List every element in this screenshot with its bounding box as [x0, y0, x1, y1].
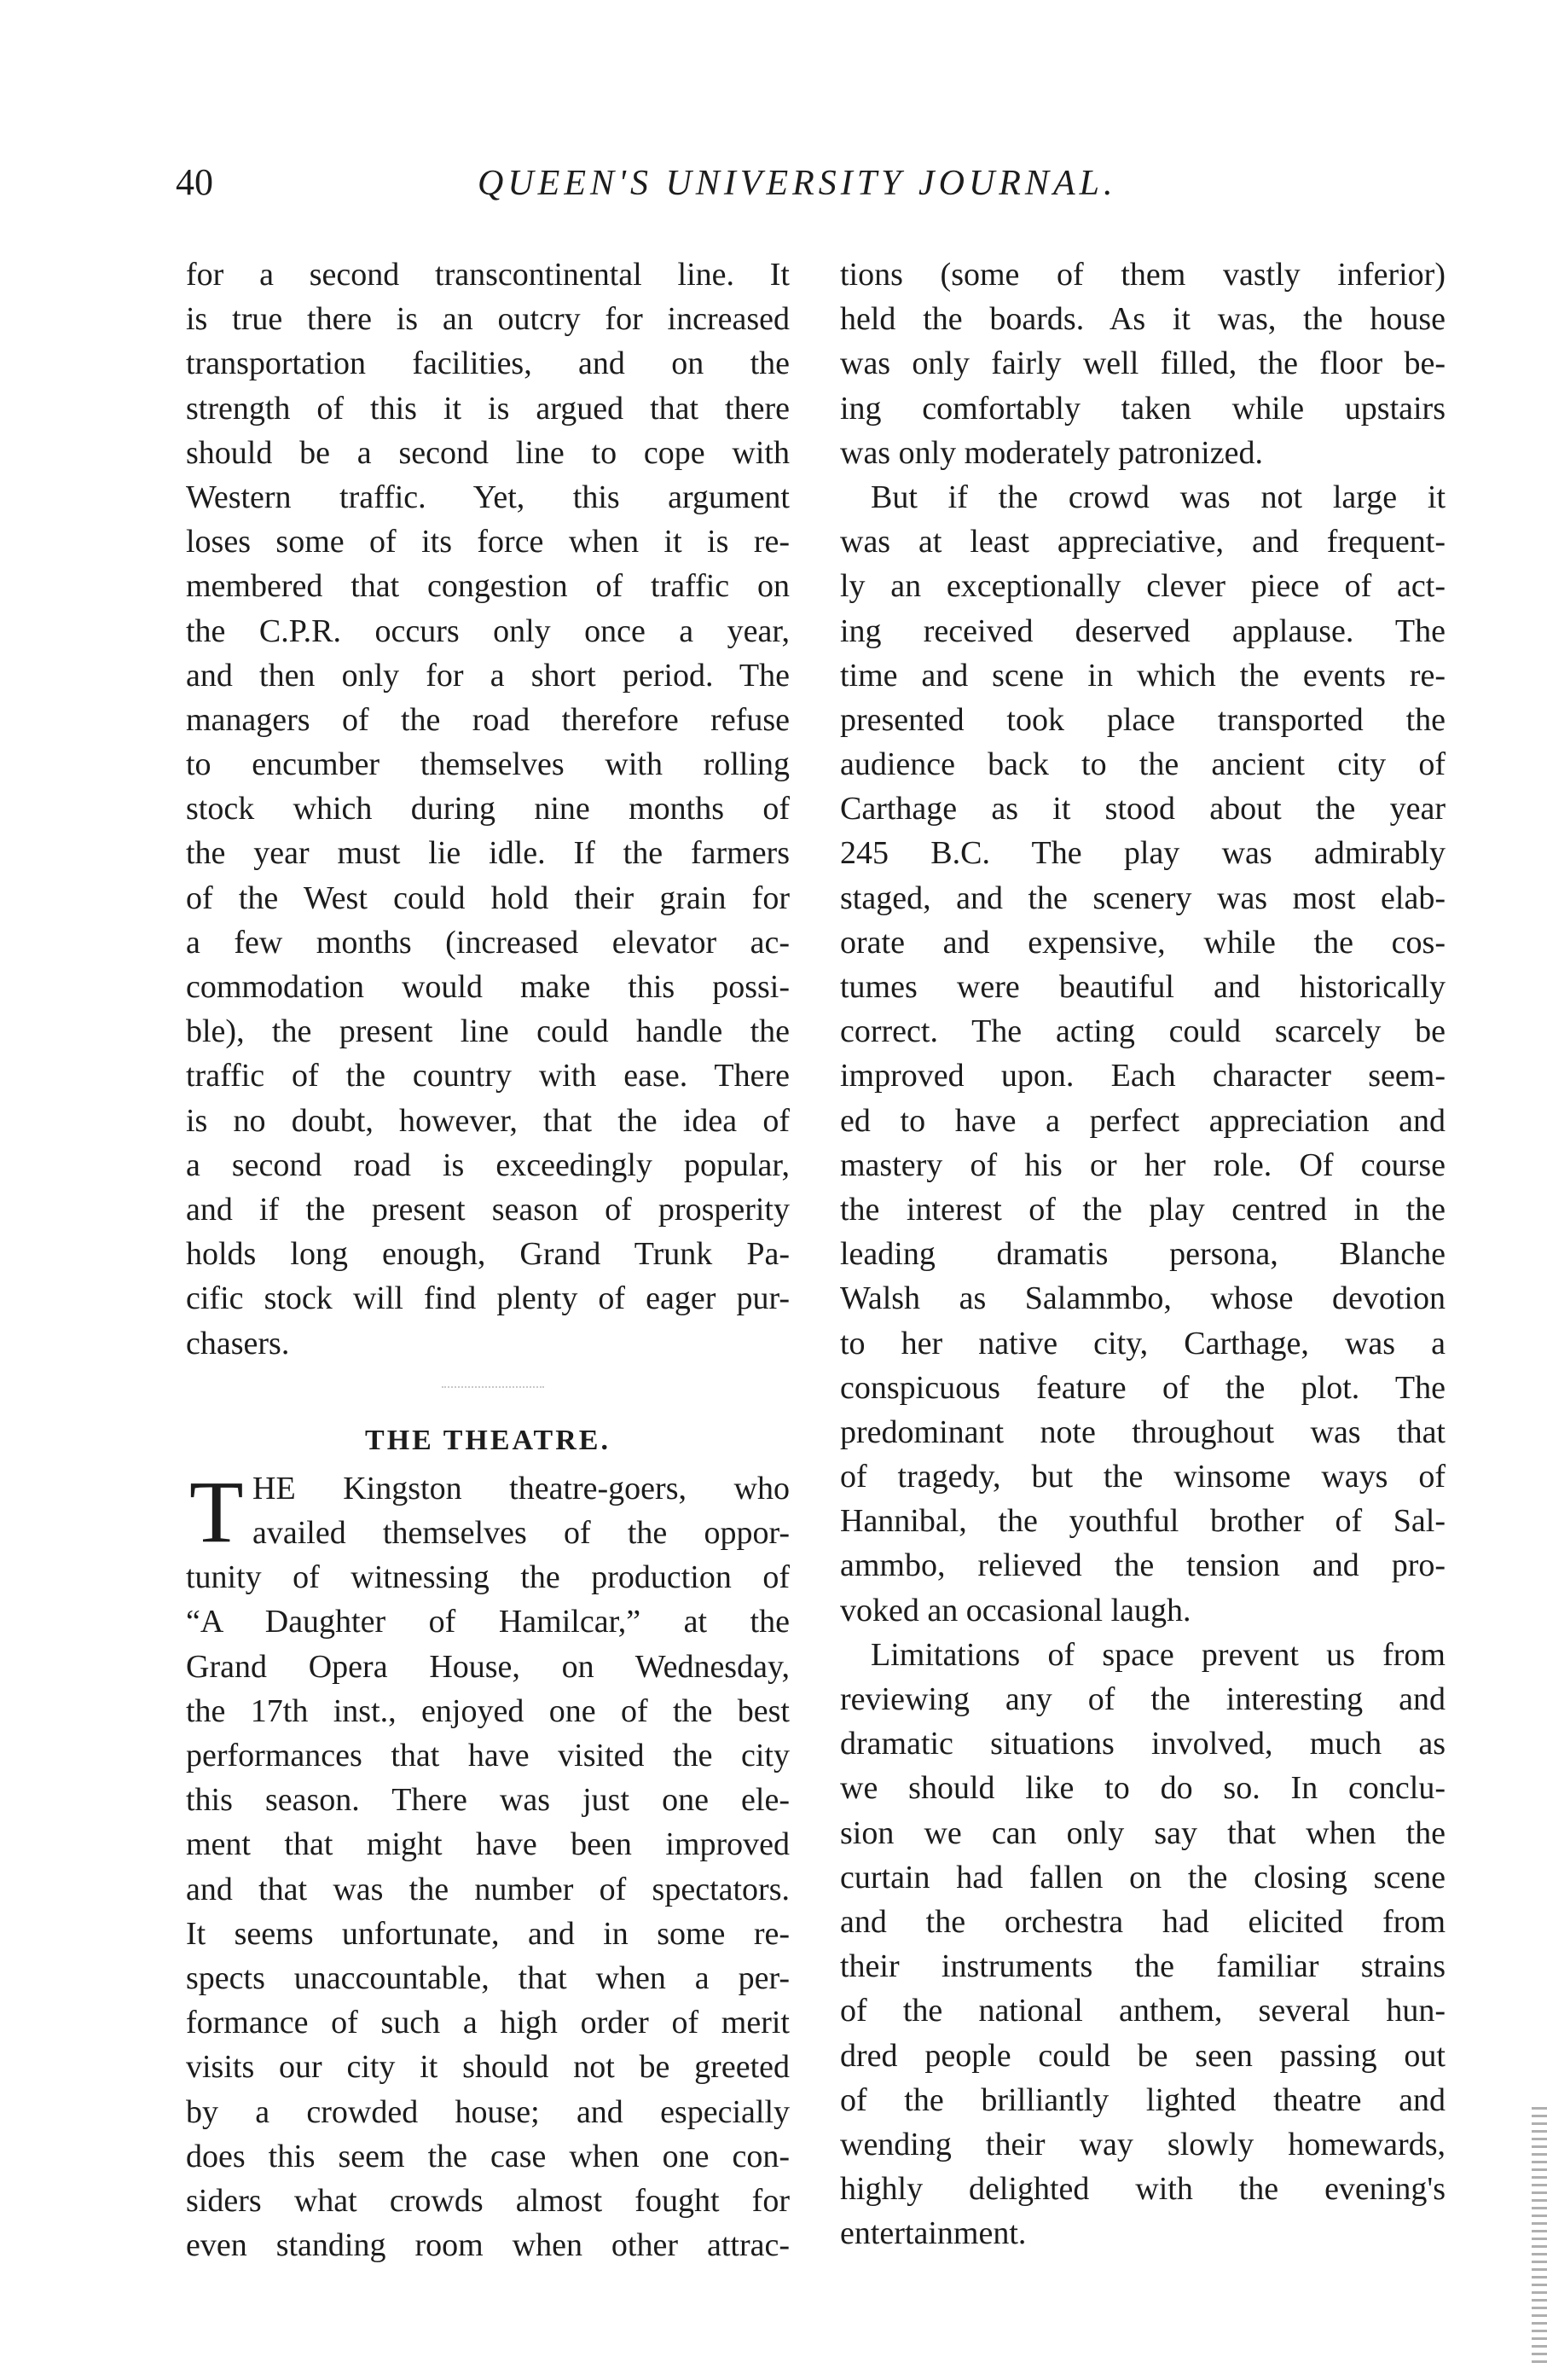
text-line: ly an exceptionally clever piece of act- — [840, 568, 1446, 605]
text-line: dramatic situations involved, much as — [840, 1726, 1446, 1762]
text-line: chasers. — [186, 1325, 290, 1361]
text-line: to encumber themselves with rolling — [186, 746, 790, 783]
text-line: ing comfortably taken while upstairs — [840, 390, 1446, 427]
theatre-paragraph-conclusion — [840, 1633, 1446, 2256]
text-line: Walsh as Salammbo, whose devotion — [840, 1280, 1446, 1317]
running-head: QUEEN'S UNIVERSITY JOURNAL. — [478, 164, 1117, 203]
text-line: was only fairly well filled, the floor be- — [840, 345, 1446, 382]
right-column — [840, 253, 1446, 2255]
text-line: even standing room when other attrac- — [186, 2227, 790, 2264]
text-line: presented took place transported the — [840, 701, 1446, 738]
text-line: a few months (increased elevator ac- — [186, 924, 790, 961]
text-line: wending their way slowly homewards, — [840, 2126, 1446, 2162]
text-line: was at least appreciative, and frequent- — [840, 524, 1446, 560]
drop-cap: T — [189, 1462, 244, 1561]
text-line: mastery of his or her role. Of course — [840, 1146, 1446, 1183]
text-line: of the West could hold their grain for — [186, 879, 790, 916]
text-line: HE Kingston theatre-goers, who — [252, 1470, 790, 1506]
theatre-paragraph-performance — [840, 475, 1446, 1633]
text-line: of the brilliantly lighted theatre and — [840, 2081, 1446, 2118]
text-line: entertainment. — [840, 2215, 1027, 2252]
text-line: time and scene in which the events re- — [840, 657, 1446, 694]
text-line: is true there is an outcry for increased — [186, 301, 790, 338]
text-line: this season. There was just one ele- — [186, 1782, 790, 1819]
text-line: visits our city it should not be greeted — [186, 2049, 790, 2086]
text-line: held the boards. As it was, the house — [840, 301, 1446, 338]
text-line: the interest of the play centred in the — [840, 1191, 1446, 1228]
left-column — [186, 253, 790, 2267]
text-line: ment that might have been improved — [186, 1826, 790, 1863]
text-line: membered that congestion of traffic on — [186, 568, 790, 605]
page-number: 40 — [176, 161, 213, 203]
text-line: spects unaccountable, that when a per- — [186, 1959, 790, 1996]
text-line: loses some of its force when it is re- — [186, 524, 790, 560]
text-line: holds long enough, Grand Trunk Pa- — [186, 1236, 790, 1273]
text-line: tions (some of them vastly inferior) — [840, 257, 1446, 293]
section-separator — [186, 1366, 790, 1410]
text-line: the year must lie idle. If the farmers — [186, 835, 790, 872]
text-line: the C.P.R. occurs only once a year, — [186, 612, 790, 649]
text-line: we should like to do so. In conclu- — [840, 1770, 1446, 1807]
text-line: for a second transcontinental line. It — [186, 257, 790, 293]
theatre-paragraph-opening — [186, 1462, 790, 1561]
text-line: correct. The acting could scarcely be — [840, 1013, 1446, 1050]
text-line: 245 B.C. The play was admirably — [840, 835, 1446, 872]
text-line: the 17th inst., enjoyed one of the best — [186, 1692, 790, 1729]
text-line: a second road is exceedingly popular, — [186, 1146, 790, 1183]
text-line: It seems unfortunate, and in some re- — [186, 1915, 790, 1952]
text-line: transportation facilities, and on the — [186, 345, 790, 382]
text-line: does this seem the case when one con- — [186, 2138, 790, 2174]
text-line: managers of the road therefore refuse — [186, 701, 790, 738]
text-line: siders what crowds almost fought for — [186, 2182, 790, 2219]
text-line: and then only for a short period. The — [186, 657, 790, 694]
section-heading: THE THEATRE. — [365, 1424, 611, 1456]
text-line: traffic of the country with ease. There — [186, 1058, 790, 1094]
text-line: strength of this it is argued that there — [186, 390, 790, 427]
text-line: tumes were beautiful and historically — [840, 969, 1446, 1005]
text-line: But if the crowd was not large it — [871, 479, 1446, 515]
text-line: conspicuous feature of the plot. The — [840, 1369, 1446, 1406]
text-line: highly delighted with the evening's — [840, 2171, 1446, 2208]
text-line: stock which during nine months of — [186, 791, 790, 827]
text-line: sion we can only say that when the — [840, 1814, 1446, 1851]
text-line: dred people could be seen passing out — [840, 2037, 1446, 2074]
text-line: ammbo, relieved the tension and pro- — [840, 1547, 1446, 1584]
text-line: and the orchestra had elicited from — [840, 1903, 1446, 1940]
theatre-paragraph-continued — [840, 253, 1446, 475]
text-line: leading dramatis persona, Blanche — [840, 1236, 1446, 1273]
text-line: is no doubt, however, that the idea of — [186, 1102, 790, 1139]
text-line: of tragedy, but the winsome ways of — [840, 1459, 1446, 1495]
text-line: by a crowded house; and especially — [186, 2093, 790, 2130]
text-line: cific stock will find plenty of eager pur- — [186, 1280, 790, 1317]
text-line: curtain had fallen on the closing scene — [840, 1859, 1446, 1895]
text-line: staged, and the scenery was most elab- — [840, 879, 1446, 916]
scan-edge-artifact — [1532, 2107, 1547, 2363]
text-line: Western traffic. Yet, this argument — [186, 479, 790, 515]
text-line: formance of such a high order of merit — [186, 2005, 790, 2041]
text-line: reviewing any of the interesting and — [840, 1681, 1446, 1717]
theatre-paragraph-body — [186, 1555, 790, 2267]
text-line: Grand Opera House, on Wednesday, — [186, 1648, 790, 1685]
text-line: audience back to the ancient city of — [840, 746, 1446, 783]
text-line: Hannibal, the youthful brother of Sal- — [840, 1503, 1446, 1540]
text-line: of the national anthem, several hun- — [840, 1993, 1446, 2029]
text-line: performances that have visited the city — [186, 1738, 790, 1773]
text-line: was only moderately patronized. — [840, 434, 1263, 471]
text-line: orate and expensive, while the cos- — [840, 924, 1446, 961]
article-paragraph-railway — [186, 253, 790, 1366]
text-line: Limitations of space prevent us from — [871, 1636, 1446, 1673]
text-line: predominant note throughout was that — [840, 1413, 1446, 1450]
text-line: should be a second line to cope with — [186, 434, 790, 471]
text-line: their instruments the familiar strains — [840, 1948, 1446, 1985]
text-line: and if the present season of prosperity — [186, 1191, 790, 1228]
text-line: ing received deserved applause. The — [840, 612, 1446, 649]
text-line: tunity of witnessing the production of — [186, 1559, 790, 1596]
text-line: voked an occasional laugh. — [840, 1592, 1191, 1628]
text-line: to her native city, Carthage, was a — [840, 1325, 1446, 1361]
text-line: ed to have a perfect appreciation and — [840, 1102, 1446, 1139]
text-line: ble), the present line could handle the — [186, 1013, 790, 1050]
text-line: and that was the number of spectators. — [186, 1871, 790, 1907]
text-line: Carthage as it stood about the year — [840, 791, 1446, 827]
text-line: commodation would make this possi- — [186, 969, 790, 1005]
text-line: improved upon. Each character seem- — [840, 1058, 1446, 1094]
text-line: availed themselves of the oppor- — [252, 1515, 790, 1552]
text-line: “A Daughter of Hamilcar,” at the — [186, 1604, 790, 1640]
